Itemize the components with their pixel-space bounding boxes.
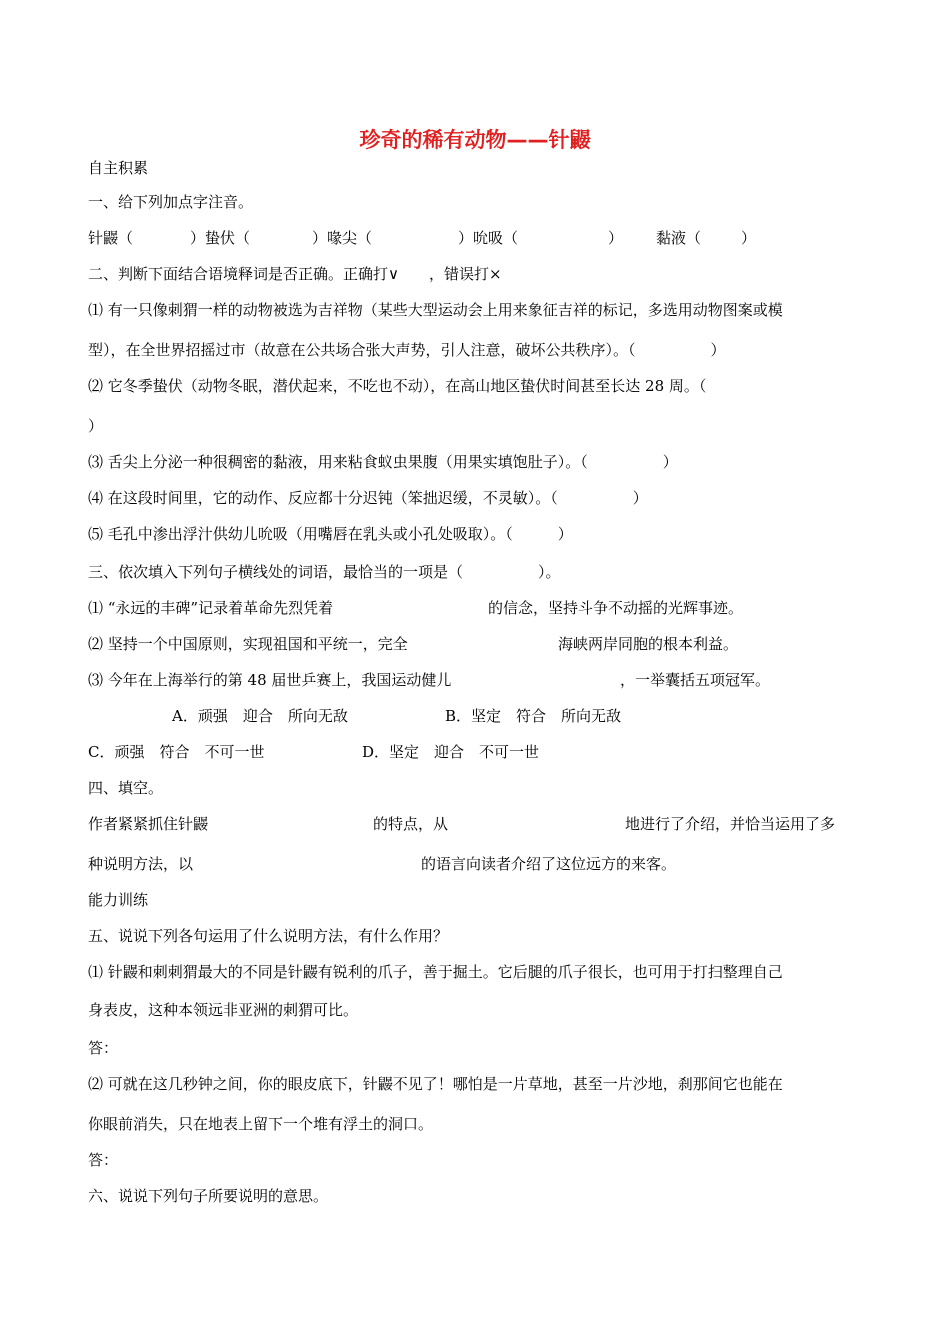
q5-passage-1-cont: 身表皮，这种本领远非亚洲的刺猬可比。: [88, 1001, 359, 1019]
q3-option-a: A．顽强 迎合 所向无敌: [172, 707, 348, 725]
q2-item-1-cont: 型），在全世界招摇过市（故意在公共场合张大声势，引人注意，破坏公共秩序）。（ ）: [88, 341, 726, 359]
q2-item-1: ⑴ 有一只像刺猬一样的动物被选为吉祥物（某些大型运动会上用来象征吉祥的标记，多选用动物图案或模: [88, 301, 783, 319]
q1-item: ）: [741, 229, 757, 247]
q3-sentence-2-end: 海峡两岸同胞的根本利益。: [558, 635, 739, 653]
q5-heading: 五、说说下列各句运用了什么说明方法，有什么作用？: [88, 927, 449, 945]
q1-item: ）喙尖（: [312, 229, 373, 247]
q2-item-4: ⑷ 在这段时间里，它的动作、反应都十分迟钝（笨拙迟缓，不灵敏）。（ ）: [88, 489, 648, 507]
q5-passage-1: ⑴ 针鼹和刺刺猬最大的不同是针鼹有锐利的爪子，善于掘土。它后腿的爪子很长，也可用于打扫整理自己: [88, 963, 783, 981]
q5-passage-2: ⑵ 可就在这几秒钟之间，你的眼皮底下，针鼹不见了！哪怕是一片草地，甚至一片沙地，刹那间它也能在: [88, 1075, 783, 1093]
q5-answer-1-label: 答：: [88, 1039, 119, 1057]
q3-sentence-3-end: ，一举囊括五项冠军。: [620, 671, 771, 689]
section-self-study: 自主积累: [88, 159, 149, 177]
q2-item-2-cont: ）: [88, 417, 104, 435]
q5-passage-2-cont: 你眼前消失，只在地表上留下一个堆有浮土的洞口。: [88, 1115, 434, 1133]
q1-item: ）: [608, 229, 624, 247]
q5-answer-2-label: 答：: [88, 1151, 119, 1169]
q4-line-2-a: 种说明方法，以: [88, 855, 194, 873]
q3-option-d: D．坚定 迎合 不可一世: [362, 743, 540, 761]
q1-item: ）蛰伏（: [190, 229, 251, 247]
q1-item: 针鼹（: [88, 229, 134, 247]
q4-heading: 四、填空。: [88, 779, 164, 797]
q2-item-3: ⑶ 舌尖上分泌一种很稠密的黏液，用来粘食蚁虫果腹（用果实填饱肚子）。（ ）: [88, 453, 678, 471]
q1-heading: 一、给下列加点字注音。: [88, 193, 254, 211]
q4-line-1-c: 地进行了介绍，并恰当运用了多: [625, 815, 836, 833]
q2-heading: 二、判断下面结合语境释词是否正确。正确打∨ ，错误打×: [88, 265, 502, 283]
q3-sentence-3-start: ⑶ 今年在上海举行的第 48 届世乒赛上，我国运动健儿: [88, 671, 452, 689]
q6-heading: 六、说说下列句子所要说明的意思。: [88, 1187, 329, 1205]
q3-option-c: C．顽强 符合 不可一世: [88, 743, 265, 761]
q1-item: 黏液（: [656, 229, 702, 247]
q1-item: ）吮吸（: [458, 229, 519, 247]
q4-line-1-a: 作者紧紧抓住针鼹: [88, 815, 209, 833]
q3-sentence-2-start: ⑵ 坚持一个中国原则，实现祖国和平统一，完全: [88, 635, 408, 653]
q3-option-b: B．坚定 符合 所向无敌: [445, 707, 622, 725]
section-ability: 能力训练: [88, 891, 149, 909]
page-title: 珍奇的稀有动物——针鼹: [359, 128, 591, 152]
q4-line-2-b: 的语言向读者介绍了这位远方的来客。: [421, 855, 677, 873]
q2-item-2: ⑵ 它冬季蛰伏（动物冬眠，潜伏起来，不吃也不动），在高山地区蛰伏时间甚至长达 28 周。（: [88, 377, 707, 395]
q3-sentence-1-start: ⑴ “永远的丰碑”记录着革命先烈凭着: [88, 599, 334, 617]
q3-heading: 三、依次填入下列句子横线处的词语，最恰当的一项是（ ）。: [88, 563, 561, 581]
q4-line-1-b: 的特点，从: [373, 815, 449, 833]
q3-sentence-1-end: 的信念，坚持斗争不动摇的光辉事迹。: [488, 599, 744, 617]
q2-item-5: ⑸ 毛孔中渗出浮汁供幼儿吮吸（用嘴唇在乳头或小孔处吸取）。（ ）: [88, 525, 573, 543]
